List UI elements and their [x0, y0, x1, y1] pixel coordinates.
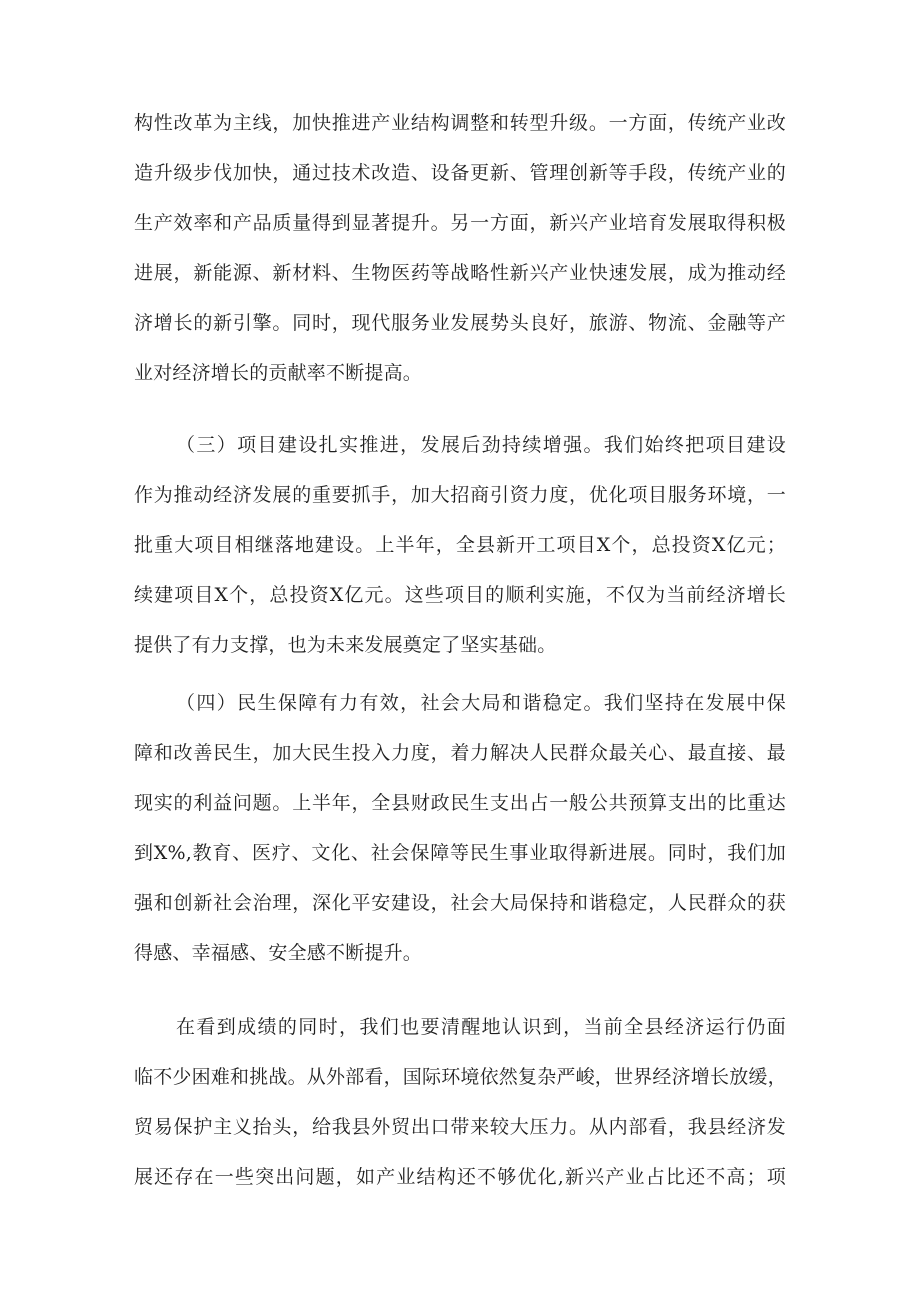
paragraph-line: 造升级步伐加快，通过技术改造、设备更新、管理创新等手段，传统产业的 [134, 162, 786, 184]
paragraph-line: 生产效率和产品质量得到显著提升。另一方面，新兴产业培育发展取得积极 [134, 212, 786, 234]
paragraph-line: 作为推动经济发展的重要抓手，加大招商引资力度，优化项目服务环境，一 [134, 484, 786, 506]
paragraph-line: 续建项目X个，总投资X亿元。这些项目的顺利实施，不仅为当前经济增长 [134, 584, 786, 606]
paragraph-line: 强和创新社会治理，深化平安建设，社会大局保持和谐稳定，人民群众的获 [134, 892, 786, 914]
paragraph-line: 临不少困难和挑战。从外部看，国际环境依然复杂严峻，世界经济增长放缓， [134, 1066, 787, 1088]
paragraph-line: 在看到成绩的同时，我们也要清醒地认识到，当前全县经济运行仍面 [176, 1016, 786, 1038]
paragraph-line: 提供了有力支撑，也为未来发展奠定了坚实基础。 [134, 634, 557, 656]
paragraph-line: 批重大项目相继落地建设。上半年，全县新开工项目X个，总投资X亿元； [134, 534, 786, 556]
paragraph-line: 现实的利益问题。上半年，全县财政民生支出占一般公共预算支出的比重达 [134, 792, 786, 814]
paragraph-project-construction [134, 420, 786, 670]
paragraph-industrial-upgrading [134, 98, 786, 398]
paragraph-line: 展还存在一些突出问题，如产业结构还不够优化,新兴产业占比还不高；项 [134, 1166, 786, 1188]
paragraph-line: 进展，新能源、新材料、生物医药等战略性新兴产业快速发展，成为推动经 [134, 262, 786, 284]
paragraph-line: 济增长的新引擎。同时，现代服务业发展势头良好，旅游、物流、金融等产 [134, 312, 786, 334]
paragraph-line: 障和改善民生，加大民生投入力度，着力解决人民群众最关心、最直接、最 [134, 742, 786, 764]
paragraph-line: 业对经济增长的贡献率不断提高。 [134, 362, 423, 384]
paragraph-line: 到X%,教育、医疗、文化、社会保障等民生事业取得新进展。同时，我们加 [134, 842, 786, 864]
paragraph-challenges [134, 1002, 786, 1202]
paragraph-line: 贸易保护主义抬头，给我县外贸出口带来较大压力。从内部看，我县经济发 [134, 1116, 786, 1138]
paragraph-line: 构性改革为主线，加快推进产业结构调整和转型升级。一方面，传统产业改 [134, 112, 786, 134]
paragraph-line: 得感、幸福感、安全感不断提升。 [134, 942, 423, 964]
paragraph-line: （四）民生保障有力有效，社会大局和谐稳定。我们坚持在发展中保 [176, 692, 786, 714]
paragraph-livelihood-security [134, 678, 786, 978]
paragraph-line: （三）项目建设扎实推进，发展后劲持续增强。我们始终把项目建设 [176, 434, 786, 456]
